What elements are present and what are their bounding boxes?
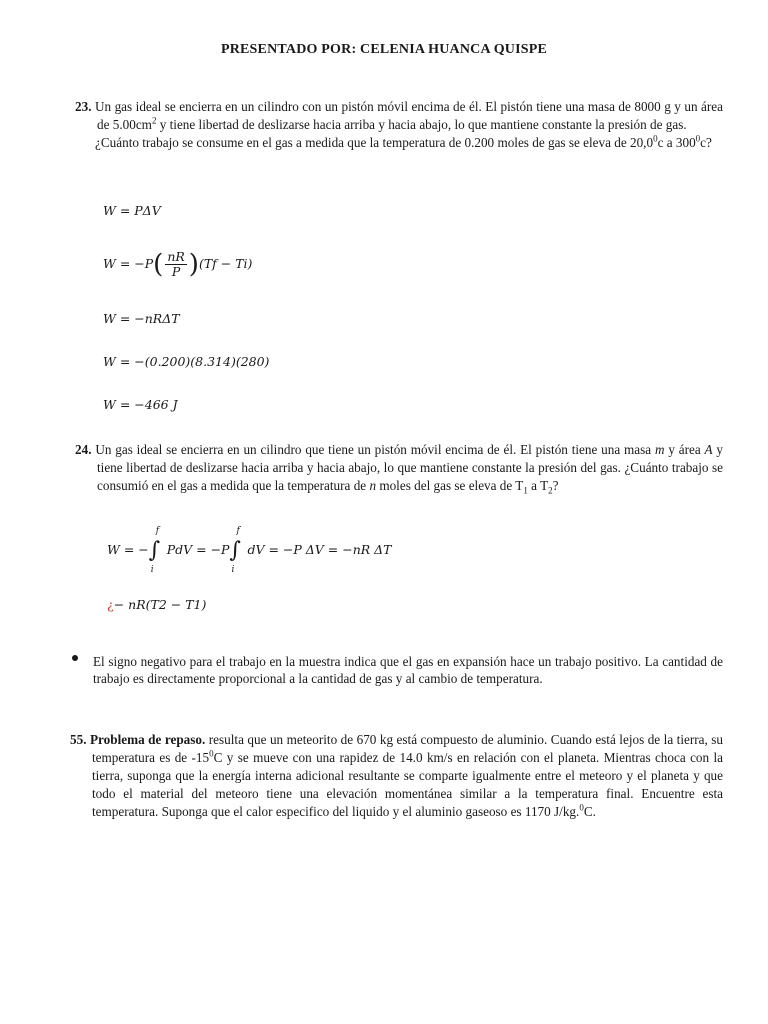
problem-24-text-b: y área bbox=[664, 442, 705, 457]
problem-23-text-a: Un gas ideal se encierra en un cilindro con un pistón móvil encima de él. El pistón tiene una masa de 8000 g y un área de 5.00cm bbox=[94, 99, 724, 132]
integral-lower-limit: i bbox=[231, 565, 235, 575]
equation-left: W = −P bbox=[103, 256, 154, 271]
fraction-numerator: nR bbox=[167, 249, 185, 264]
question-c: c? bbox=[700, 135, 712, 150]
problem-24-text-e: a T bbox=[527, 478, 549, 493]
problem-23-statement bbox=[75, 98, 723, 134]
problem-23-text-b: y tiene libertad de deslizarse hacia arriba y hacia abajo, lo que mantiene constante la presión de gas. bbox=[156, 117, 687, 132]
problem-24-text-c: y tiene libertad de deslizarse hacia arriba y hacia abajo, lo que mantiene constante la presión del gas. ¿Cuánto trabajo se consumió en el gas a medida que la temperatura de bbox=[97, 442, 724, 493]
degree-mark: 0 bbox=[695, 133, 701, 144]
question-a: ¿Cuánto trabajo se consume en el gas a medida que la temperatura de 0.200 moles de gas se eleva de 20,0 bbox=[95, 135, 654, 150]
problem-55-text-a: resulta que un meteorito de 670 kg está compuesto de aluminio. Cuando está lejos de la tierra, su temperatura es de -15 bbox=[92, 732, 723, 765]
problem-24-number: 24. bbox=[75, 442, 92, 457]
page-title: PRESENTADO POR: CELENIA HUANCA QUISPE bbox=[220, 42, 548, 57]
integral-sign: ∫ f i bbox=[229, 526, 241, 575]
degree-mark: 0 bbox=[579, 802, 584, 813]
problem-55-statement bbox=[70, 731, 723, 821]
question-b: c a 300 bbox=[657, 135, 696, 150]
problem-55-number: 55. bbox=[70, 732, 87, 747]
rendering-artifact-mark: ¿ bbox=[107, 597, 114, 612]
var-n: n bbox=[369, 478, 377, 493]
problem-23-question bbox=[75, 134, 723, 152]
equation-right: (Tf − Ti) bbox=[198, 256, 253, 271]
integral-sign: ∫ f i bbox=[148, 526, 161, 575]
problem-55-text-b: C y se mueve con una rapidez de 14.0 km/s en relación con el planeta. Mientras choca con la tierra, suponga que la energía interna adicional resultante se comparte igualmente entre el meteoro y el planeta y que todo el material del meteoro tiene una elevación momentánea similar a la temperatura final. Encuentre esta temperatura. Suponga que el calor especifico del liquido y el aluminio gaseoso es 1170 J/kg. bbox=[92, 750, 724, 819]
equation-result-text: − nR(T2 − T1) bbox=[113, 597, 207, 612]
problem-24-text-a: Un gas ideal se encierra en un cilindro que tiene un pistón móvil encima de él. El pistón tiene una masa bbox=[95, 442, 655, 457]
equation-work-substitution: W = −(0.200)(8.314)(280) bbox=[103, 354, 270, 369]
fraction-denominator: P bbox=[171, 264, 181, 279]
degree-mark: 0 bbox=[653, 133, 658, 144]
integral-upper-limit: f bbox=[155, 526, 160, 536]
fraction bbox=[165, 250, 186, 279]
problem-55-text-c: C. bbox=[583, 804, 596, 819]
integral-end: dV = −P ΔV = −nR ΔT bbox=[243, 542, 392, 557]
equation-work-nrdt: W = −nRΔT bbox=[103, 311, 180, 326]
problem-55 bbox=[70, 731, 723, 821]
var-a: A bbox=[704, 442, 713, 457]
problem-24-text-d: moles del gas se eleva de T bbox=[376, 478, 524, 493]
equation-result-t bbox=[107, 597, 206, 612]
t1-subscript: 1 bbox=[523, 485, 528, 496]
var-m: m bbox=[654, 442, 665, 457]
integral-upper-limit: f bbox=[236, 526, 240, 536]
problem-55-heading: Problema de repaso. bbox=[89, 732, 206, 747]
integral-middle: PdV = −P bbox=[162, 542, 230, 557]
t2-subscript: 2 bbox=[548, 485, 553, 496]
equation-work-fraction: W = −P( $\frac{nR}{P}$ )(Tf − Ti) bbox=[103, 249, 253, 280]
problem-24 bbox=[75, 441, 723, 495]
area-exponent: 2 bbox=[151, 115, 157, 126]
note-text: El signo negativo para el trabajo en la muestra indica que el gas en expansión hace un trabajo positivo. La cantidad de trabajo es directamente proporcional a la cantidad de gas y al cambio de temperatura. bbox=[93, 654, 723, 686]
equation-work-result: W = −466 J bbox=[103, 397, 178, 412]
bullet-note bbox=[72, 653, 723, 687]
integral-lower-limit: i bbox=[150, 565, 154, 575]
problem-23 bbox=[75, 98, 723, 152]
equation-integral bbox=[107, 526, 392, 575]
problem-23-number: 23. bbox=[75, 99, 92, 114]
degree-mark: 0 bbox=[209, 748, 214, 759]
problem-24-statement bbox=[75, 441, 723, 495]
integral-start: W = − bbox=[107, 542, 149, 557]
problem-24-text-f: ? bbox=[552, 478, 559, 493]
bullet-icon bbox=[72, 655, 78, 661]
equation-work-pdv: W = PΔV bbox=[103, 203, 161, 218]
